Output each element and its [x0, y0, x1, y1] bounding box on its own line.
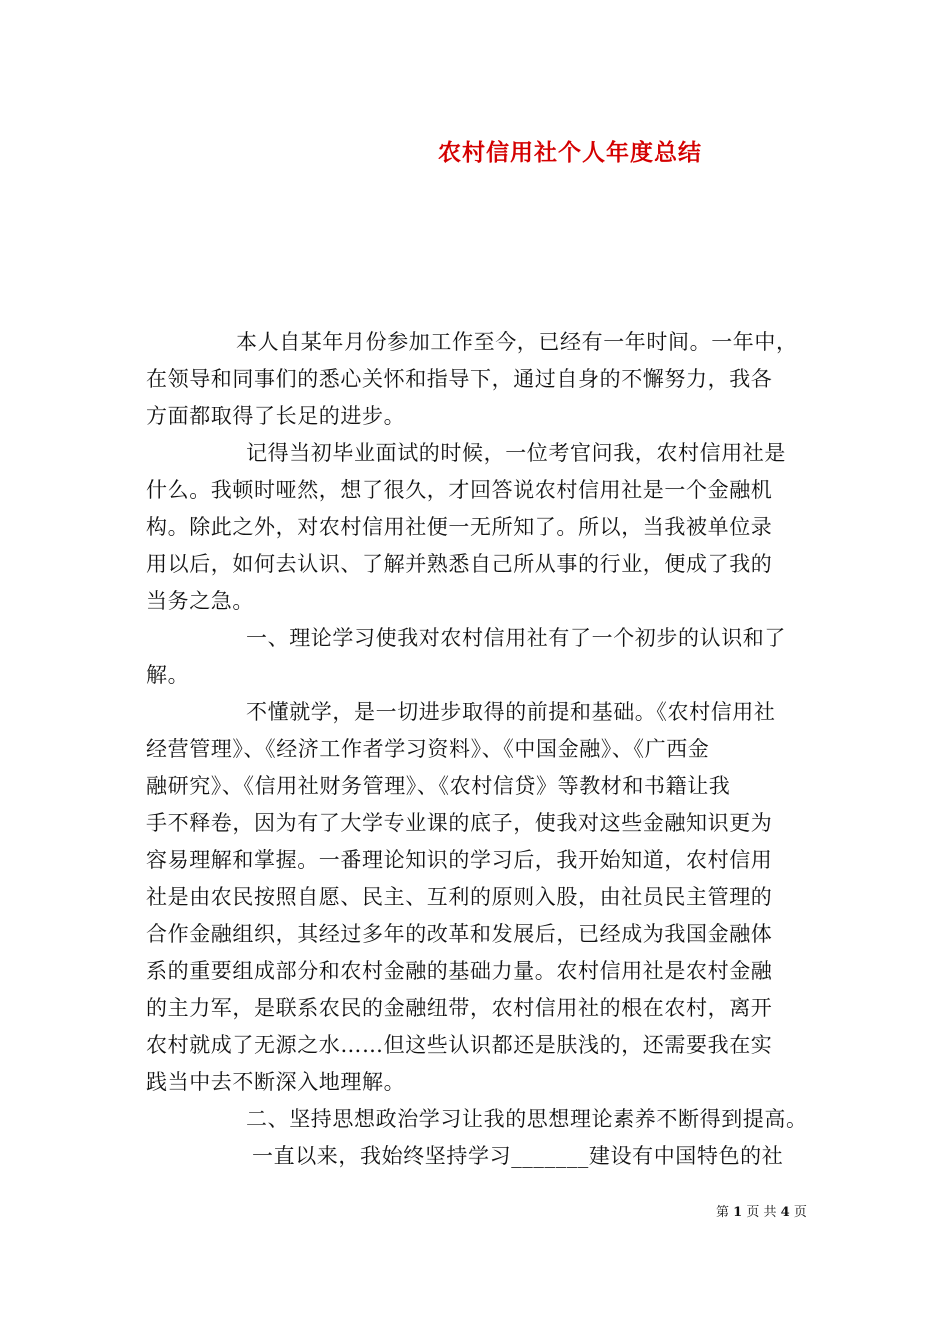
body-line: 容易理解和掌握。一番理论知识的学习后，我开始知道，农村信用	[146, 848, 773, 872]
body-line: 践当中去不断深入地理解。	[146, 1070, 406, 1094]
body-line: 手不释卷，因为有了大学专业课的底子，使我对这些金融知识更为	[146, 811, 773, 835]
body-line: 合作金融组织，其经过多年的改革和发展后，已经成为我国金融体	[146, 922, 773, 946]
body-line: 当务之急。	[146, 589, 254, 613]
footer-prefix: 第	[716, 1205, 730, 1220]
body-line: 融研究》、《信用社财务管理》、《农村信贷》等教材和书籍让我	[146, 774, 731, 798]
body-line: 一直以来，我始终坚持学习_______建设有中国特色的社	[252, 1144, 784, 1168]
body-line: 经营管理》、《经济工作者学习资料》、《中国金融》、《广西金	[146, 737, 710, 761]
body-line: 方面都取得了长足的进步。	[146, 404, 406, 428]
body-line: 用以后，如何去认识、了解并熟悉自己所从事的行业，便成了我的	[146, 552, 773, 576]
body-line: 农村就成了无源之水……但这些认识都还是肤浅的，还需要我在实	[146, 1033, 773, 1057]
body-line: 记得当初毕业面试的时候，一位考官问我，农村信用社是	[246, 441, 786, 465]
section-heading: 一、理论学习使我对农村信用社有了一个初步的认识和了	[246, 626, 786, 650]
section-heading-cont: 解。	[146, 663, 190, 687]
body-line: 本人自某年月份参加工作至今，已经有一年时间。一年中，	[236, 330, 798, 354]
page-footer	[716, 1205, 807, 1221]
footer-suffix: 页	[793, 1205, 807, 1220]
document-title: 农村信用社个人年度总结	[438, 139, 702, 166]
footer-total-pages: 4	[780, 1205, 790, 1220]
body-line: 社是由农民按照自愿、民主、互利的原则入股，由社员民主管理的	[146, 885, 773, 909]
footer-middle: 页 共	[746, 1205, 777, 1220]
body-line: 不懂就学，是一切进步取得的前提和基础。《农村信用社	[246, 700, 776, 724]
body-line: 的主力军，是联系农民的金融纽带，农村信用社的根在农村，离开	[146, 996, 773, 1020]
section-heading: 二、坚持思想政治学习让我的思想理论素养不断得到提高。	[246, 1107, 808, 1131]
body-line: 在领导和同事们的悉心关怀和指导下，通过自身的不懈努力，我各	[146, 367, 773, 391]
body-line: 构。除此之外，对农村信用社便一无所知了。所以，当我被单位录	[146, 515, 773, 539]
body-line: 系的重要组成部分和农村金融的基础力量。农村信用社是农村金融	[146, 959, 773, 983]
footer-page-number: 1	[733, 1205, 743, 1220]
body-line: 什么。我顿时哑然，想了很久，才回答说农村信用社是一个金融机	[146, 478, 773, 502]
